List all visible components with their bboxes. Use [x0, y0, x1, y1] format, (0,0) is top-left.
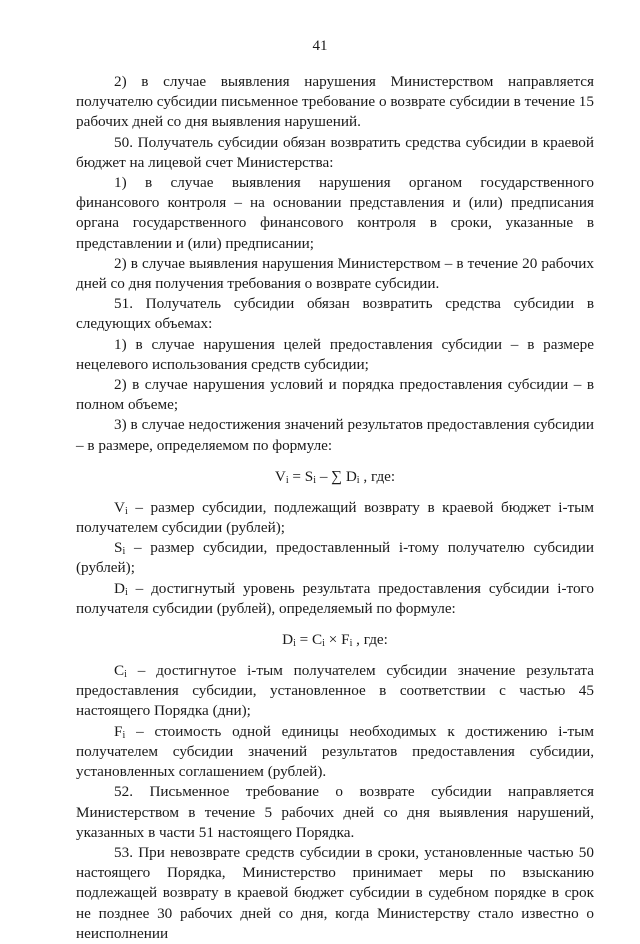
paragraph-50: 50. Получатель субсидии обязан возвратить средства субсидии в краевой бюджет на лицевой счет Министерства:: [76, 133, 594, 171]
paragraph-52: 52. Письменное требование о возврате субсидии направляется Министерством в течение 5 рабочих дней со дня выявления нарушений, указанных в части 51 настоящего Порядка.: [76, 783, 594, 841]
paragraph-53: 53. При невозврате средств субсидии в сроки, установленные частью 50 настоящего Порядка, Министерство принимает меры по взысканию подлежащей возврату в краевой бюджет субсидии в судебном порядке в срок не позднее 30 рабочих дней со дня, когда Министерству стало известно о неисполнении: [76, 843, 594, 942]
formula-refund: $V_i = S_i$ – ∑ $D_i$ , где:: [274, 467, 396, 486]
document-body: [76, 72, 594, 944]
paragraph-50-item-1: 1) в случае выявления нарушения органом государственного финансового контроля – на основании представления и (или) предписания органа государственного финансового контроля в сроки, указанные в представлении и (или) предписании;: [76, 174, 594, 252]
definition-v: $V_i$ – размер субсидии, подлежащий возврату в краевой бюджет i-тым получателем субсидии (рублей);: [76, 498, 594, 537]
definition-f: $F_i$ – стоимость одной единицы необходимых к достижению i-тым получателем субсидии значений результатов предоставления субсидии, установленных соглашением (рублей).: [76, 722, 594, 781]
paragraph-50-item-2: 2) в случае выявления нарушения Министерством – в течение 20 рабочих дней со дня получения требования о возврате субсидии.: [76, 254, 594, 293]
paragraph-49-item-2: 2) в случае выявления нарушения Министерством направляется получателю субсидии письменное требование о возврате субсидии в течение 15 рабочих дней со дня выявления нарушений.: [76, 73, 594, 131]
definition-s: $S_i$ – размер субсидии, предоставленный i-тому получателю субсидии (рублей);: [76, 539, 594, 577]
definition-d: $D_i$ – достигнутый уровень результата предоставления субсидии i-того получателя субсидии (рублей), определяемый по формуле:: [76, 579, 594, 617]
paragraph-51-item-2: 2) в случае нарушения условий и порядка предоставления субсидии – в полном объеме;: [76, 376, 594, 414]
paragraph-51: 51. Получатель субсидии обязан возвратить средства субсидии в следующих объемах:: [76, 295, 594, 333]
paragraph-51-item-1: 1) в случае нарушения целей предоставления субсидии – в размере нецелевого использования средств субсидии;: [76, 335, 594, 373]
formula-achieved-level: $D_i = C_i \times F_i$ , где:: [282, 631, 388, 650]
page-number: 41: [312, 38, 328, 54]
definition-c: $C_i$ – достигнутое i-тым получателем субсидии значение результата предоставления субсидии, установленное в соответствии с частью 45 настоящего Порядка (дни);: [76, 662, 594, 720]
paragraph-51-item-3: 3) в случае недостижения значений результатов предоставления субсидии – в размере, определяемом по формуле:: [76, 416, 594, 454]
